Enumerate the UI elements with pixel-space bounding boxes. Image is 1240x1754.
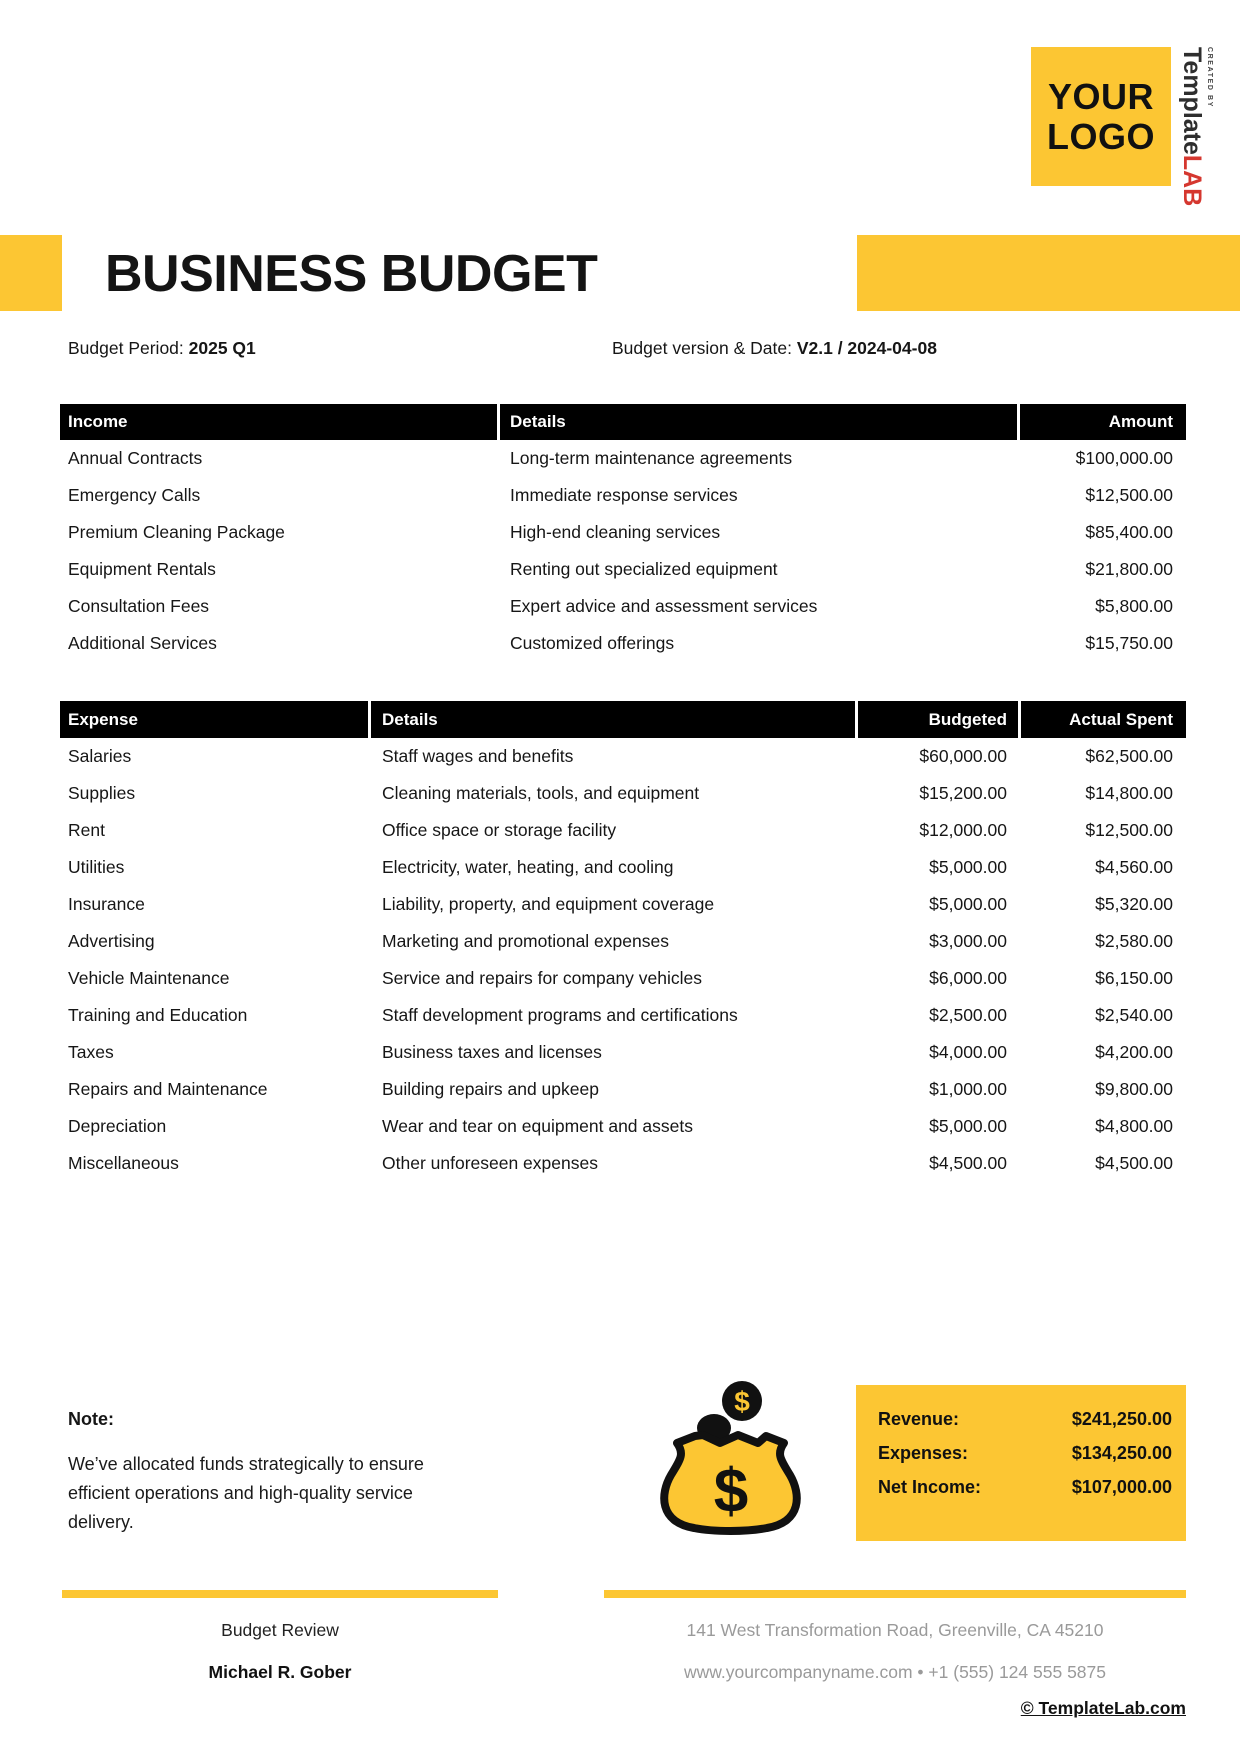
- summary-value: $134,250.00: [1071, 1443, 1172, 1463]
- title-accent-bar-right: [857, 235, 1240, 311]
- logo-text-line1: YOUR: [1047, 75, 1154, 117]
- expense-actual: $4,200.00: [1095, 1042, 1173, 1062]
- budget-period-label: Budget Period:: [68, 338, 189, 358]
- table-row: [60, 588, 1186, 625]
- table-row: [60, 1145, 1186, 1182]
- title-accent-bar-left: [0, 235, 62, 311]
- brand-name-text: Template: [1178, 47, 1206, 155]
- table-row: [60, 625, 1186, 662]
- income-amount: $100,000.00: [1075, 448, 1173, 468]
- budget-review-name: Michael R. Gober: [208, 1662, 352, 1682]
- table-row: [60, 775, 1186, 812]
- income-details: Immediate response services: [510, 485, 738, 505]
- table-row: [60, 923, 1186, 960]
- expense-header-details: Details: [371, 701, 855, 738]
- income-details: Expert advice and assessment services: [510, 596, 818, 616]
- company-contact: [604, 1662, 1186, 1683]
- logo-text-line2: LOGO: [1047, 115, 1155, 157]
- footer-accent-bar-left: [62, 1590, 498, 1598]
- income-details: High-end cleaning services: [510, 522, 721, 542]
- expense-actual: $2,580.00: [1095, 931, 1173, 951]
- expense-name: Miscellaneous: [68, 1153, 179, 1173]
- budget-period-value: 2025 Q1: [188, 338, 256, 358]
- expense-actual: $4,560.00: [1095, 857, 1173, 877]
- expense-name: Supplies: [68, 783, 136, 803]
- expense-details: Staff development programs and certifications: [382, 1005, 738, 1025]
- income-name: Consultation Fees: [68, 596, 210, 616]
- table-row: [60, 1071, 1186, 1108]
- expense-name: Utilities: [68, 857, 125, 877]
- table-row: [60, 440, 1186, 477]
- expense-header-expense: Expense: [60, 701, 368, 738]
- note-label: Note:: [68, 1409, 114, 1429]
- company-website-link[interactable]: www.yourcompanyname.com: [683, 1662, 913, 1682]
- income-amount: $15,750.00: [1085, 633, 1173, 653]
- expense-header-actual: Actual Spent: [1021, 701, 1186, 738]
- expense-details: Office space or storage facility: [382, 820, 617, 840]
- expense-actual: $14,800.00: [1085, 783, 1173, 803]
- company-address: 141 West Transformation Road, Greenville, CA 45210: [686, 1620, 1104, 1640]
- income-header-amount: Amount: [1020, 404, 1186, 440]
- table-row: [60, 997, 1186, 1034]
- table-row: [60, 1108, 1186, 1145]
- summary-row-expenses: [878, 1443, 1172, 1464]
- brand-created-by-label: CREATED BY: [1206, 47, 1213, 108]
- expense-actual: $5,320.00: [1095, 894, 1173, 914]
- income-table-header: [60, 404, 1186, 440]
- budget-version-label: Budget version & Date:: [612, 338, 797, 358]
- income-details: Renting out specialized equipment: [510, 559, 778, 579]
- expense-actual: $2,540.00: [1095, 1005, 1173, 1025]
- summary-label: Revenue:: [878, 1409, 960, 1429]
- contact-separator: •: [917, 1662, 924, 1682]
- table-row: [60, 477, 1186, 514]
- note-text: We’ve allocated funds strategically to ensure efficient operations and high-quality service delivery.: [68, 1454, 424, 1532]
- expense-name: Repairs and Maintenance: [68, 1079, 268, 1099]
- budget-version-value: V2.1 / 2024-04-08: [796, 338, 937, 358]
- expense-details: Wear and tear on equipment and assets: [382, 1116, 693, 1136]
- income-name: Additional Services: [68, 633, 217, 653]
- expense-budgeted: $15,200.00: [919, 783, 1007, 803]
- summary-value: $107,000.00: [1071, 1477, 1172, 1497]
- brand-suffix-text: LAB: [1178, 154, 1206, 207]
- income-table: [60, 404, 1186, 662]
- income-name: Equipment Rentals: [68, 559, 216, 579]
- expense-budgeted: $1,000.00: [929, 1079, 1007, 1099]
- expense-details: Liability, property, and equipment coverage: [382, 894, 715, 914]
- templatelab-brand: [1178, 47, 1214, 207]
- expense-name: Vehicle Maintenance: [68, 968, 230, 988]
- dollar-coin-icon: [722, 1381, 762, 1421]
- expense-budgeted: $5,000.00: [929, 1116, 1007, 1136]
- table-row: [60, 514, 1186, 551]
- expense-actual: $9,800.00: [1095, 1079, 1173, 1099]
- expense-header-budgeted: Budgeted: [858, 701, 1018, 738]
- svg-text:$: $: [734, 1386, 750, 1417]
- expense-details: Staff wages and benefits: [382, 746, 574, 766]
- svg-text:$: $: [713, 1457, 749, 1526]
- expense-name: Insurance: [68, 894, 145, 914]
- company-logo: [1031, 47, 1171, 186]
- templatelab-copyright-link[interactable]: © TemplateLab.com: [1020, 1698, 1186, 1718]
- expense-table-header: [60, 701, 1186, 738]
- expense-actual: $4,800.00: [1095, 1116, 1173, 1136]
- budget-version: [612, 338, 937, 359]
- income-name: Emergency Calls: [68, 485, 201, 505]
- income-amount: $85,400.00: [1085, 522, 1173, 542]
- expense-details: Cleaning materials, tools, and equipment: [382, 783, 700, 803]
- table-row: [60, 849, 1186, 886]
- expense-actual: $12,500.00: [1085, 820, 1173, 840]
- expense-budgeted: $4,500.00: [929, 1153, 1007, 1173]
- summary-box: [856, 1385, 1186, 1541]
- income-name: Annual Contracts: [68, 448, 203, 468]
- table-row: [60, 812, 1186, 849]
- expense-details: Electricity, water, heating, and cooling: [382, 857, 674, 877]
- expense-budgeted: $4,000.00: [929, 1042, 1007, 1062]
- table-row: [60, 738, 1186, 775]
- summary-label: Net Income:: [878, 1477, 982, 1497]
- expense-actual: $4,500.00: [1095, 1153, 1173, 1173]
- expense-details: Other unforeseen expenses: [382, 1153, 598, 1173]
- summary-row-net-income: [878, 1477, 1172, 1498]
- income-amount: $12,500.00: [1085, 485, 1173, 505]
- table-row: [60, 886, 1186, 923]
- expense-actual: $62,500.00: [1085, 746, 1173, 766]
- table-row: [60, 960, 1186, 997]
- expense-details: Marketing and promotional expenses: [382, 931, 669, 951]
- expense-budgeted: $2,500.00: [929, 1005, 1007, 1025]
- brand-wordmark: [1178, 47, 1206, 207]
- income-name: Premium Cleaning Package: [68, 522, 285, 542]
- budget-review-label: Budget Review: [221, 1620, 339, 1640]
- income-details: Long-term maintenance agreements: [510, 448, 793, 468]
- income-header-income: Income: [60, 404, 497, 440]
- expense-name: Rent: [68, 820, 105, 840]
- summary-value: $241,250.00: [1071, 1409, 1172, 1429]
- expense-table: [60, 701, 1186, 1182]
- footer-accent-bar-right: [604, 1590, 1186, 1598]
- expense-budgeted: $60,000.00: [919, 746, 1007, 766]
- expense-name: Taxes: [68, 1042, 114, 1062]
- table-row: [60, 1034, 1186, 1071]
- expense-name: Salaries: [68, 746, 132, 766]
- expense-name: Training and Education: [68, 1005, 248, 1025]
- budget-period: [68, 338, 256, 359]
- income-header-details: Details: [500, 404, 1017, 440]
- summary-row-revenue: [878, 1409, 1172, 1430]
- expense-actual: $6,150.00: [1095, 968, 1173, 988]
- income-amount: $21,800.00: [1085, 559, 1173, 579]
- table-row: [60, 551, 1186, 588]
- expense-budgeted: $5,000.00: [929, 894, 1007, 914]
- income-details: Customized offerings: [510, 633, 675, 653]
- expense-budgeted: $12,000.00: [919, 820, 1007, 840]
- money-bag-icon: [658, 1380, 803, 1540]
- expense-budgeted: $6,000.00: [929, 968, 1007, 988]
- income-amount: $5,800.00: [1095, 596, 1173, 616]
- expense-name: Depreciation: [68, 1116, 167, 1136]
- summary-label: Expenses:: [878, 1443, 969, 1463]
- page-title: BUSINESS BUDGET: [105, 245, 598, 303]
- company-phone: +1 (555) 124 555 5875: [928, 1662, 1107, 1682]
- expense-name: Advertising: [68, 931, 155, 951]
- expense-details: Building repairs and upkeep: [382, 1079, 599, 1099]
- expense-budgeted: $5,000.00: [929, 857, 1007, 877]
- expense-budgeted: $3,000.00: [929, 931, 1007, 951]
- expense-details: Business taxes and licenses: [382, 1042, 602, 1062]
- expense-details: Service and repairs for company vehicles: [382, 968, 703, 988]
